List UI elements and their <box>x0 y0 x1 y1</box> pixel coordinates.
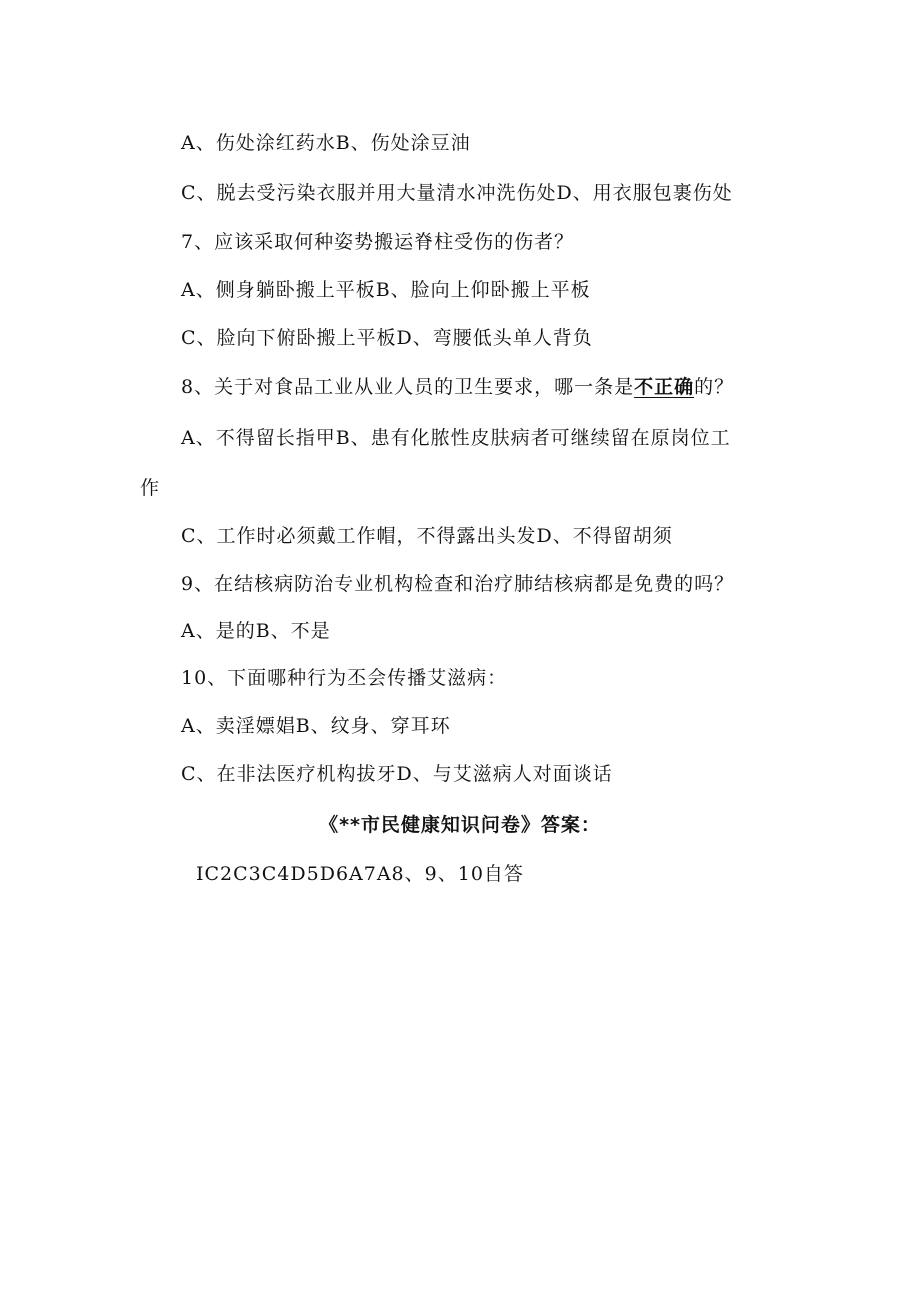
q8-options-ab: A、不得留长指甲B、患有化脓性皮肤病者可继续留在原岗位工 <box>181 427 731 449</box>
q8-question-emphasis: 不正确 <box>634 376 695 398</box>
q9-question: 9、在结核病防治专业机构检查和治疗肺结核病都是免费的吗？ <box>181 573 735 595</box>
q8-question-post: 的？ <box>694 376 735 398</box>
q9-options-ab: A、是的B、不是 <box>181 620 331 642</box>
q8-options-cd: C、工作时必须戴工作帽，不得露出头发D、不得留胡须 <box>181 525 673 547</box>
q8-question <box>181 375 734 399</box>
q7-options-cd: C、脸向下俯卧搬上平板D、弯腰低头单人背负 <box>181 327 593 349</box>
q10-options-ab: A、卖淫嫖娼B、纹身、穿耳环 <box>181 715 451 737</box>
q6-options-ab: A、伤处涂红药水B、伤处涂豆油 <box>181 132 471 154</box>
q10-options-cd: C、在非法医疗机构拔牙D、与艾滋病人对面谈话 <box>181 763 613 785</box>
answers-text: IC2C3C4D5D6A7A8、9、10自答 <box>196 863 524 885</box>
q7-options-ab: A、侧身躺卧搬上平板B、脸向上仰卧搬上平板 <box>181 279 591 301</box>
q7-question: 7、应该采取何种姿势搬运脊柱受伤的伤者？ <box>181 231 575 253</box>
q8-question-pre: 8、关于对食品工业从业人员的卫生要求，哪一条是 <box>181 376 635 398</box>
q10-question: 10、下面哪种行为丕会传播艾滋病： <box>181 667 508 689</box>
q6-options-cd: C、脱去受污染衣服并用大量清水冲洗伤处D、用衣服包裹伤处 <box>181 182 733 204</box>
answers-title: 《**市民健康知识问卷》答案： <box>319 814 601 836</box>
q8-options-ab-continuation: 作 <box>140 477 161 499</box>
